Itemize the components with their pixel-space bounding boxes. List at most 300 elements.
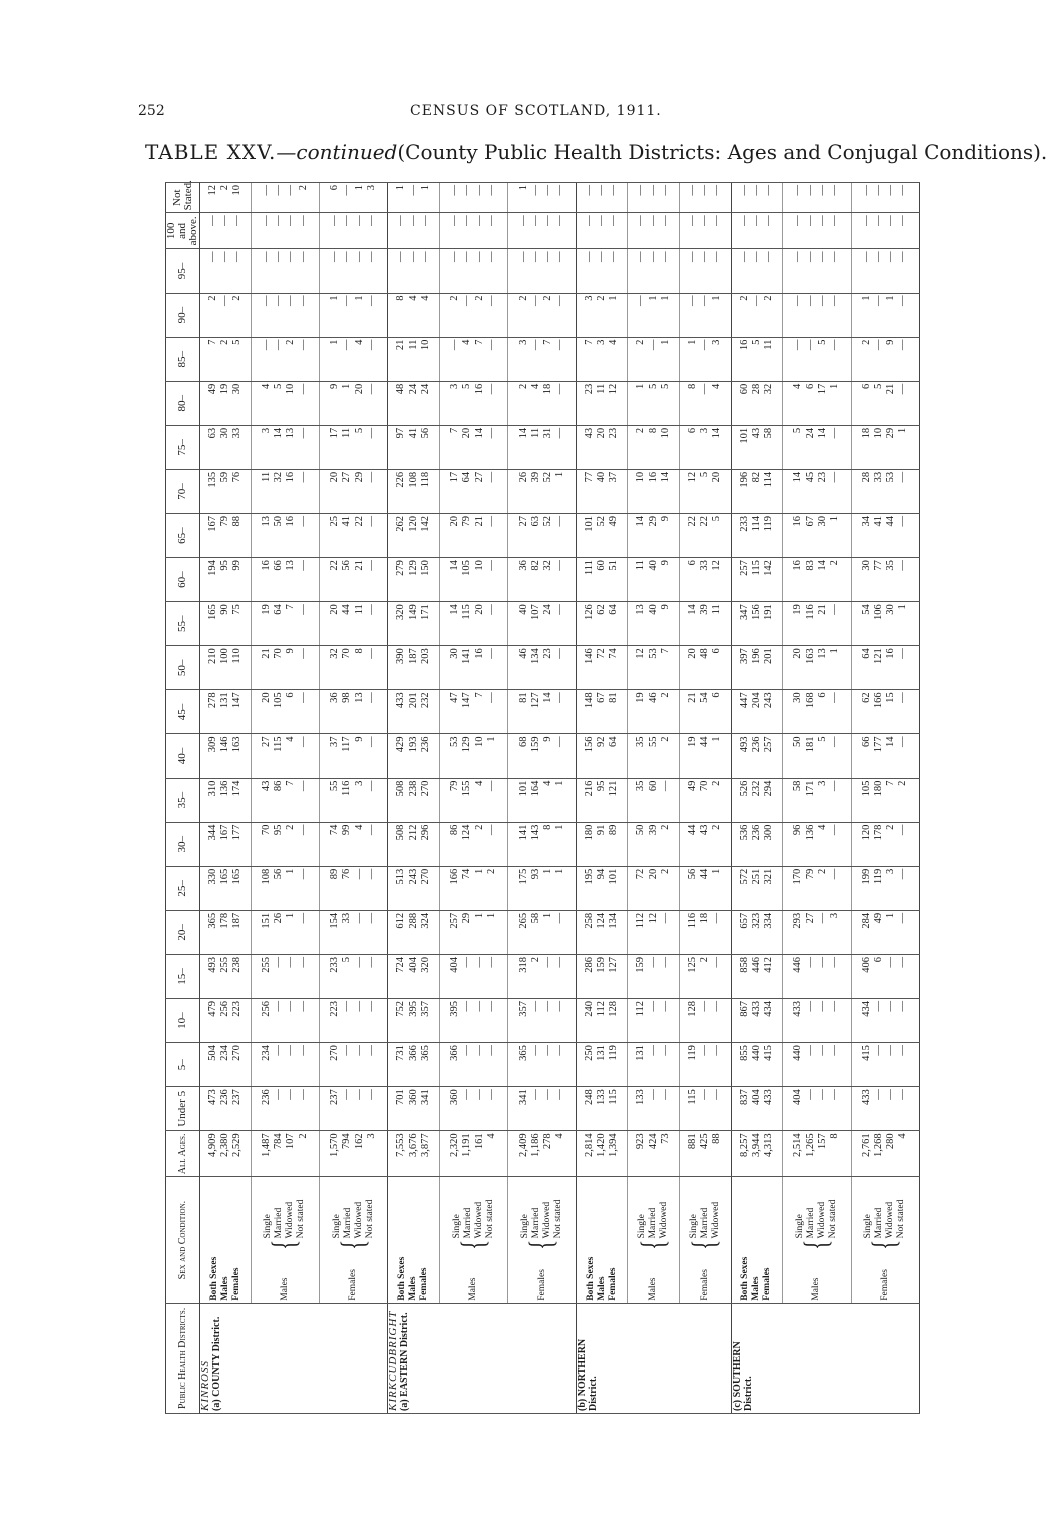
column-header: Under 5 xyxy=(166,1087,200,1131)
value-cell: — — 5 — xyxy=(783,337,851,381)
brace-icon: { xyxy=(334,1239,372,1250)
value-cell: — — — xyxy=(200,213,252,249)
value-cell: 12 5 20 xyxy=(679,469,731,513)
table-row xyxy=(508,183,576,1414)
value-cell: 199 119 3 — xyxy=(851,866,919,910)
district-cell xyxy=(200,1303,388,1413)
column-header: All Ages. xyxy=(166,1131,200,1177)
column-header: 35– xyxy=(166,778,200,822)
value-cell: 89 76 — — xyxy=(319,866,387,910)
value-cell: 446 — — — xyxy=(783,954,851,998)
condition-label: Widowed xyxy=(473,1201,484,1239)
value-cell: 18 10 29 1 xyxy=(851,425,919,469)
column-header: 10– xyxy=(166,999,200,1043)
condition-label: Single xyxy=(263,1214,274,1239)
table-header xyxy=(165,180,200,1414)
value-cell: 2,409 1,186 278 4 xyxy=(508,1131,576,1177)
value-cell: 16 83 14 2 xyxy=(783,558,851,602)
value-cell: 166 74 1 2 xyxy=(439,866,507,910)
value-cell: 47 147 7 — xyxy=(439,690,507,734)
value-cell: 526 232 294 xyxy=(731,778,783,822)
males-conditions xyxy=(452,1200,496,1239)
condition-label: Widowed xyxy=(285,1201,296,1239)
sex-label: Females xyxy=(230,1267,241,1301)
value-cell: 58 171 3 — xyxy=(783,778,851,822)
value-cell: 25 41 22 — xyxy=(319,514,387,558)
value-cell: 167 79 88 xyxy=(200,514,252,558)
value-cell: — — 1 xyxy=(679,293,731,337)
column-header: 5– xyxy=(166,1043,200,1087)
value-cell: — — — xyxy=(628,213,680,249)
value-cell: — — — xyxy=(576,213,628,249)
value-cell: 4 5 10 — xyxy=(251,381,319,425)
value-cell: 60 28 32 xyxy=(731,381,783,425)
column-header: 75– xyxy=(166,425,200,469)
table-caption xyxy=(145,140,1047,164)
value-cell: 240 112 128 xyxy=(576,999,628,1043)
column-header: 25– xyxy=(166,866,200,910)
value-cell: 22 56 21 — xyxy=(319,558,387,602)
value-cell: 40 107 24 — xyxy=(508,602,576,646)
condition-label: Married xyxy=(531,1207,542,1239)
condition-label: Married xyxy=(274,1207,285,1239)
sex-label: Females xyxy=(762,1267,773,1301)
value-cell: 923 424 73 xyxy=(628,1131,680,1177)
condition-label: Single xyxy=(637,1214,648,1239)
value-cell: — — — xyxy=(679,249,731,293)
value-cell: 53 129 10 1 xyxy=(439,734,507,778)
column-header: 50– xyxy=(166,646,200,690)
value-cell: 226 108 118 xyxy=(388,469,440,513)
value-cell: 21 54 6 xyxy=(679,690,731,734)
males-conditions xyxy=(637,1202,670,1239)
condition-label: Married xyxy=(699,1207,710,1239)
value-cell: 63 30 33 xyxy=(200,425,252,469)
value-cell: 77 40 37 xyxy=(576,469,628,513)
value-cell: 433 — — — xyxy=(851,1087,919,1131)
value-cell: 867 433 434 xyxy=(731,999,783,1043)
value-cell: 70 95 2 — xyxy=(251,822,319,866)
males-conditions xyxy=(263,1200,307,1239)
value-cell: 7 3 4 xyxy=(576,337,628,381)
value-cell: 347 156 191 xyxy=(731,602,783,646)
value-cell: 55 116 3 — xyxy=(319,778,387,822)
females-label: Females xyxy=(699,1269,710,1301)
table-row xyxy=(731,183,783,1414)
sex-label: Females xyxy=(419,1267,430,1301)
value-cell: 9 1 20 — xyxy=(319,381,387,425)
value-cell: 320 149 171 xyxy=(388,602,440,646)
males-label: Males xyxy=(468,1277,479,1301)
males-group xyxy=(634,1179,672,1301)
sex-label: Both Sexes xyxy=(585,1256,596,1301)
value-cell: 2 — 2 xyxy=(200,293,252,337)
females-group xyxy=(863,1179,907,1300)
sex-label: Males xyxy=(751,1276,762,1301)
value-cell: 357 — — — xyxy=(508,999,576,1043)
value-cell: 8 — 4 xyxy=(679,381,731,425)
brace-icon: { xyxy=(686,1239,724,1250)
value-cell: 14 11 31 — xyxy=(508,425,576,469)
value-cell: 508 238 270 xyxy=(388,778,440,822)
value-cell: 11 40 9 xyxy=(628,558,680,602)
value-cell: 14 105 10 — xyxy=(439,558,507,602)
value-cell: 30 77 35 — xyxy=(851,558,919,602)
value-cell: 265 58 1 — xyxy=(508,910,576,954)
sex-condition-cell xyxy=(439,1177,507,1303)
value-cell: 154 33 — — xyxy=(319,910,387,954)
value-cell: 406 6 — — xyxy=(851,954,919,998)
value-cell: 440 — — — xyxy=(783,1043,851,1087)
value-cell: 111 60 51 xyxy=(576,558,628,602)
sex-condition-cell xyxy=(251,1177,319,1303)
brace-icon: { xyxy=(454,1239,492,1250)
sex-label: Both Sexes xyxy=(740,1256,751,1301)
value-cell: 415 — — — xyxy=(851,1043,919,1087)
value-cell: 397 196 201 xyxy=(731,646,783,690)
value-cell: 30 168 6 — xyxy=(783,690,851,734)
males-group xyxy=(795,1179,839,1300)
value-cell: — — — xyxy=(576,249,628,293)
value-cell: 1 — 3 xyxy=(679,337,731,381)
value-cell: 119 — — xyxy=(679,1043,731,1087)
sex-label: Males xyxy=(596,1276,607,1301)
value-cell: 141 143 8 1 xyxy=(508,822,576,866)
value-cell: 8,257 3,944 4,313 xyxy=(731,1131,783,1177)
value-cell: 165 90 75 xyxy=(200,602,252,646)
value-cell: 286 159 127 xyxy=(576,954,628,998)
page-number: 252 xyxy=(138,103,165,119)
value-cell: 196 82 114 xyxy=(731,469,783,513)
value-cell: 279 129 150 xyxy=(388,558,440,602)
table-row xyxy=(388,183,440,1414)
value-cell: 20 163 13 1 xyxy=(783,646,851,690)
value-cell: 12 2 10 xyxy=(200,183,252,213)
value-cell: 105 180 7 2 xyxy=(851,778,919,822)
value-cell: 86 124 2 — xyxy=(439,822,507,866)
sex-condition-cell xyxy=(508,1177,576,1303)
value-cell: 128 — — xyxy=(679,999,731,1043)
value-cell: 156 92 64 xyxy=(576,734,628,778)
value-cell: — — — — xyxy=(251,293,319,337)
value-cell: 3 2 1 xyxy=(576,293,628,337)
value-cell: 657 323 334 xyxy=(731,910,783,954)
value-cell: 365 178 187 xyxy=(200,910,252,954)
value-cell: 479 256 223 xyxy=(200,999,252,1043)
column-header: 60– xyxy=(166,558,200,602)
value-cell: 19 46 2 xyxy=(628,690,680,734)
table-row xyxy=(679,183,731,1414)
value-cell: 1,487 784 107 2 xyxy=(251,1131,319,1177)
condition-label: Single xyxy=(794,1214,805,1239)
value-cell: 79 155 4 — xyxy=(439,778,507,822)
value-cell: — — — xyxy=(388,213,440,249)
value-cell: 429 193 236 xyxy=(388,734,440,778)
value-cell: — — — xyxy=(628,183,680,213)
value-cell: 125 2 — xyxy=(679,954,731,998)
value-cell: 108 56 1 — xyxy=(251,866,319,910)
value-cell: 2 — 2 xyxy=(731,293,783,337)
value-cell: 6 5 21 — xyxy=(851,381,919,425)
value-cell: — — — — xyxy=(251,249,319,293)
value-cell: 6 33 12 xyxy=(679,558,731,602)
condition-label: Widowed xyxy=(710,1201,721,1239)
value-cell: 20 48 6 xyxy=(679,646,731,690)
table-row xyxy=(851,183,919,1414)
value-cell: — — — — xyxy=(251,213,319,249)
females-conditions xyxy=(332,1200,376,1239)
value-cell: 8 4 4 xyxy=(388,293,440,337)
value-cell: 28 33 53 — xyxy=(851,469,919,513)
header-row xyxy=(166,183,200,1414)
brace-icon: { xyxy=(523,1239,561,1250)
value-cell: 180 91 89 xyxy=(576,822,628,866)
males-label: Males xyxy=(279,1277,290,1301)
value-cell: — — — — xyxy=(783,183,851,213)
value-cell: 278 131 147 xyxy=(200,690,252,734)
value-cell: 233 114 119 xyxy=(731,514,783,558)
value-cell: 194 95 99 xyxy=(200,558,252,602)
value-cell: 1,570 794 162 3 xyxy=(319,1131,387,1177)
value-cell: 284 49 1 — xyxy=(851,910,919,954)
value-cell: 731 366 365 xyxy=(388,1043,440,1087)
value-cell: 49 70 2 xyxy=(679,778,731,822)
value-cell: 752 395 357 xyxy=(388,999,440,1043)
females-group xyxy=(332,1179,376,1300)
value-cell: — — — xyxy=(679,183,731,213)
condition-label: Married xyxy=(648,1207,659,1239)
column-header: 55– xyxy=(166,602,200,646)
county-name: KINROSS xyxy=(199,1360,211,1411)
value-cell: 270 — — — xyxy=(319,1043,387,1087)
sex-condition-cell xyxy=(731,1177,783,1303)
table-row xyxy=(628,183,680,1414)
brace-icon: { xyxy=(866,1239,904,1250)
value-cell: 16 67 30 1 xyxy=(783,514,851,558)
column-header: 65– xyxy=(166,514,200,558)
value-cell: 447 204 243 xyxy=(731,690,783,734)
value-cell: 6 3 14 xyxy=(679,425,731,469)
females-label: Females xyxy=(536,1269,547,1301)
condition-label: Widowed xyxy=(542,1201,553,1239)
value-cell: 724 404 320 xyxy=(388,954,440,998)
table-number: TABLE XXV. xyxy=(145,140,277,164)
condition-label: Single xyxy=(331,1214,342,1239)
value-cell: 223 — — — xyxy=(319,999,387,1043)
value-cell: 14 29 9 xyxy=(628,514,680,558)
value-cell: 74 99 4 — xyxy=(319,822,387,866)
value-cell: 170 79 2 — xyxy=(783,866,851,910)
value-cell: 341 — — — xyxy=(508,1087,576,1131)
value-cell: 20 105 6 — xyxy=(251,690,319,734)
value-cell: — — 2 — xyxy=(251,337,319,381)
value-cell: 62 166 15 — xyxy=(851,690,919,734)
value-cell: 148 67 81 xyxy=(576,690,628,734)
district-name: (a) COUNTY District. xyxy=(211,1316,222,1411)
value-cell: 30 141 16 — xyxy=(439,646,507,690)
value-cell: 6 — 1 3 xyxy=(319,183,387,213)
sex-label: Both Sexes xyxy=(397,1256,408,1301)
value-cell: 116 18 — xyxy=(679,910,731,954)
sex-label: Females xyxy=(607,1267,618,1301)
value-cell: 13 40 9 xyxy=(628,602,680,646)
brace-icon: { xyxy=(797,1239,835,1250)
value-cell: 2 — 1 xyxy=(628,337,680,381)
value-cell: 293 27 — 3 xyxy=(783,910,851,954)
value-cell: 433 — — — xyxy=(783,999,851,1043)
value-cell: 1 — 1 — xyxy=(851,293,919,337)
value-cell: 360 — — — xyxy=(439,1087,507,1131)
table-row xyxy=(200,183,252,1414)
value-cell: 236 — — — xyxy=(251,1087,319,1131)
value-cell: 101 52 49 xyxy=(576,514,628,558)
value-cell: 17 64 27 — xyxy=(439,469,507,513)
value-cell: 504 234 270 xyxy=(200,1043,252,1087)
brace-icon: { xyxy=(266,1239,304,1250)
value-cell: 72 20 2 xyxy=(628,866,680,910)
value-cell: 54 106 30 1 xyxy=(851,602,919,646)
condition-label: Widowed xyxy=(353,1201,364,1239)
value-cell: 64 121 16 — xyxy=(851,646,919,690)
column-header: 100 and above. xyxy=(166,213,200,249)
condition-label: Married xyxy=(342,1207,353,1239)
condition-label: Married xyxy=(462,1207,473,1239)
sex-condition-cell xyxy=(388,1177,440,1303)
value-cell: 35 60 — xyxy=(628,778,680,822)
value-cell: 2,814 1,420 1,394 xyxy=(576,1131,628,1177)
value-cell: — — — xyxy=(628,249,680,293)
value-cell: 513 243 270 xyxy=(388,866,440,910)
males-group xyxy=(263,1179,307,1300)
value-cell: 131 — — xyxy=(628,1043,680,1087)
rotated-table-wrapper xyxy=(165,182,920,1414)
condition-label: Widowed xyxy=(816,1201,827,1239)
value-cell: 434 — — — xyxy=(851,999,919,1043)
condition-label: Not stated xyxy=(364,1199,375,1239)
value-cell: 855 440 415 xyxy=(731,1043,783,1087)
census-table xyxy=(165,182,920,1414)
sex-condition-cell xyxy=(200,1177,252,1303)
value-cell: 7 2 5 xyxy=(200,337,252,381)
sex-label: Both Sexes xyxy=(208,1256,219,1301)
value-cell: 133 — — xyxy=(628,1087,680,1131)
value-cell: — — — — xyxy=(439,213,507,249)
district-cell xyxy=(731,1303,919,1413)
value-cell: 257 115 142 xyxy=(731,558,783,602)
value-cell: 16 5 11 xyxy=(731,337,783,381)
value-cell: 146 72 74 xyxy=(576,646,628,690)
value-cell: 250 131 119 xyxy=(576,1043,628,1087)
value-cell: — — — xyxy=(200,249,252,293)
value-cell: 1 — 1 — xyxy=(319,293,387,337)
value-cell: 4,909 2,380 2,529 xyxy=(200,1131,252,1177)
value-cell: 3 5 16 — xyxy=(439,381,507,425)
value-cell: — — — — xyxy=(508,213,576,249)
value-cell: 101 43 58 xyxy=(731,425,783,469)
value-cell: 262 120 142 xyxy=(388,514,440,558)
condition-label: Single xyxy=(451,1214,462,1239)
value-cell: — — — — xyxy=(319,249,387,293)
value-cell: 2,761 1,268 280 4 xyxy=(851,1131,919,1177)
condition-label: Single xyxy=(863,1214,874,1239)
females-conditions xyxy=(863,1200,907,1239)
males-conditions xyxy=(795,1200,839,1239)
value-cell: — — — — xyxy=(319,213,387,249)
value-cell: 17 11 5 — xyxy=(319,425,387,469)
value-cell: — — — xyxy=(388,249,440,293)
value-cell: 16 66 13 — xyxy=(251,558,319,602)
value-cell: — — — — xyxy=(783,213,851,249)
value-cell: 572 251 321 xyxy=(731,866,783,910)
value-cell: 35 55 2 xyxy=(628,734,680,778)
running-title: CENSUS OF SCOTLAND, 1911. xyxy=(410,103,662,119)
brace-icon: { xyxy=(634,1239,672,1250)
value-cell: 34 41 44 — xyxy=(851,514,919,558)
value-cell: 1 — — — xyxy=(508,183,576,213)
value-cell: 49 19 30 xyxy=(200,381,252,425)
column-header: 90– xyxy=(166,293,200,337)
value-cell: 210 100 110 xyxy=(200,646,252,690)
value-cell: 12 53 7 xyxy=(628,646,680,690)
value-cell: 10 16 14 xyxy=(628,469,680,513)
district-cell xyxy=(388,1303,576,1413)
value-cell: 97 41 56 xyxy=(388,425,440,469)
value-cell: 151 26 1 — xyxy=(251,910,319,954)
value-cell: — — — xyxy=(731,183,783,213)
value-cell: 2 4 18 — xyxy=(508,381,576,425)
condition-label: Not stated xyxy=(484,1199,495,1239)
value-cell: 175 93 1 1 xyxy=(508,866,576,910)
value-cell: 126 62 64 xyxy=(576,602,628,646)
value-cell: 101 164 4 1 xyxy=(508,778,576,822)
value-cell: 19 44 1 xyxy=(679,734,731,778)
value-cell: 46 134 23 — xyxy=(508,646,576,690)
value-cell: 26 39 52 1 xyxy=(508,469,576,513)
sex-condition-cell xyxy=(679,1177,731,1303)
value-cell: 404 — — — xyxy=(439,954,507,998)
value-cell: 14 115 20 — xyxy=(439,602,507,646)
table-row xyxy=(783,183,851,1414)
females-group xyxy=(686,1179,724,1301)
column-header: Not Stated. xyxy=(166,183,200,213)
value-cell: 27 63 52 — xyxy=(508,514,576,558)
condition-label: Married xyxy=(805,1207,816,1239)
sex-condition-cell xyxy=(576,1177,628,1303)
sex-condition-cell xyxy=(628,1177,680,1303)
condition-label: Widowed xyxy=(659,1201,670,1239)
value-cell: 3 — 7 — xyxy=(508,337,576,381)
value-cell: — — — 2 xyxy=(251,183,319,213)
value-cell: 19 116 21 — xyxy=(783,602,851,646)
value-cell: 20 27 29 — xyxy=(319,469,387,513)
value-cell: 2 — 2 — xyxy=(439,293,507,337)
value-cell: 11 32 16 — xyxy=(251,469,319,513)
column-header: 30– xyxy=(166,822,200,866)
value-cell: 115 — — xyxy=(679,1087,731,1131)
females-conditions xyxy=(689,1202,722,1239)
value-cell: 22 22 5 xyxy=(679,514,731,558)
value-cell: 248 133 115 xyxy=(576,1087,628,1131)
column-header: 40– xyxy=(166,734,200,778)
value-cell: 48 24 24 xyxy=(388,381,440,425)
value-cell: 1 — 1 xyxy=(388,183,440,213)
value-cell: 37 117 9 — xyxy=(319,734,387,778)
value-cell: 395 — — — xyxy=(439,999,507,1043)
value-cell: 135 59 76 xyxy=(200,469,252,513)
value-cell: 36 82 32 — xyxy=(508,558,576,602)
value-cell: 881 425 88 xyxy=(679,1131,731,1177)
value-cell: 56 44 1 xyxy=(679,866,731,910)
